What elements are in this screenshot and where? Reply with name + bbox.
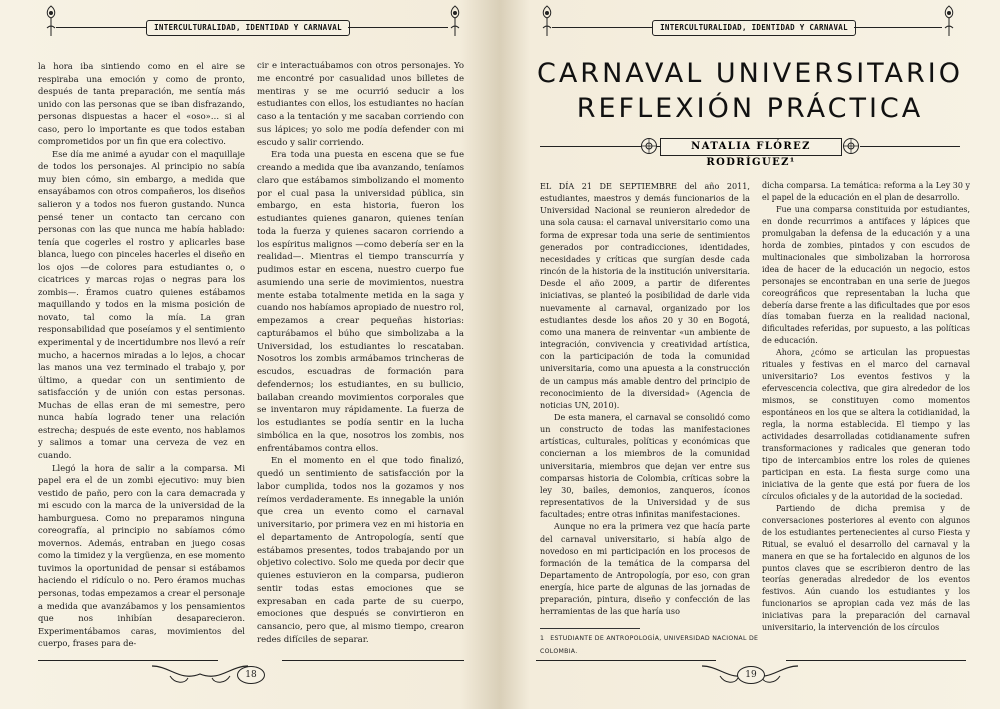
paragraph: Aunque no era la primera vez que hacía parte del carnaval universitario, si había algo de novedoso en mi participación en los procesos de formación de la temática de la comparsa del Departamento de Antropología, por eso, con gran energía, hice parte de algunas de las jornadas de preparación, pintura, diseño y confección de las herramientas de las que haría uso bbox=[540, 521, 750, 617]
author-name: NATALIA FLÓREZ RODRÍGUEZ¹ bbox=[660, 138, 842, 156]
running-header: INTERCULTURALIDAD, IDENTIDAD Y CARNAVAL bbox=[652, 20, 856, 36]
right-column-2 bbox=[762, 180, 970, 634]
header-ornament-icon bbox=[540, 4, 554, 38]
rosette-ornament-icon bbox=[842, 137, 860, 155]
footnote-text: ESTUDIANTE DE ANTROPOLOGÍA, UNIVERSIDAD NACIONAL DE COLOMBIA. bbox=[540, 635, 759, 655]
footer-rule bbox=[536, 660, 716, 661]
paragraph: Llegó la hora de salir a la comparsa. Mi papel era el de un zombi ejecutivo: muy bien vestido de paño, pero con la cara demacrada y mi escudo con la marca de la universidad de la hamburguesa. Como no preparamos ninguna coreografía, al principio no sabíamos cómo movernos. Además, entraban en juego cosas como la timidez y la vergüenza, en ese momento tuvimos la oportunidad de pensar si estábamos haciendo el ridículo o no. Pero éramos muchas personas, todas empezamos a crear el personaje a medida que avanzábamos y los pensamientos que nos inhibían desaparecieron. Experimentábamos caras, movimientos del cuerpo, frases para de- bbox=[38, 462, 245, 649]
paragraph: la hora iba sintiendo como en el aire se respiraba una emoción y como de pronto, después de tanta preparación, me sentía más unido con las personas que se iban disfrazando, personas dispuestas a hacer el «oso»… si al caso, pero lo importante es que todos estaban comprometidos por un fin que era colectivo. bbox=[38, 61, 245, 147]
paragraph: Era toda una puesta en escena que se fue creando a medida que iba avanzando, teníamos claro que estábamos simbolizando el momento por el cual pasa la universidad pública, sin embargo, en esta historia, fueron los estudiantes quienes ganaron, quienes tenían toda la fuerza y quienes sacaron corriendo a los espíritus malignos —como debería ser en la realidad—. Mientras el tiempo transcurría y pudimos estar en escena, nuestro cuerpo fue asumiendo una serie de movimientos, nuestra mente estaba totalmente metida en la saga y cuando nos habíamos apropiado de nuestro rol, empezamos a crear pequeñas historias: capturábamos el búho que simbolizaba a la Universidad, los estudiantes lo rescataban. Nosotros los zombis armábamos trincheras de escudos, escuadras de formación para defendernos; los estudiantes, en su bullicio, bailaban creando movimientos corporales que se inventaron muy rápidamente. La fuerza de los estudiantes se podía sentir en la lucha simbólica en la que, nosotros los zombis, nos enfrentábamos contra ellos. bbox=[257, 150, 464, 454]
running-header: INTERCULTURALIDAD, IDENTIDAD Y CARNAVAL bbox=[146, 20, 350, 36]
paragraph: cir e interactuábamos con otros personajes. Yo me encontré por casualidad unos billetes de mentiras y se me ocurrió seducir a los estudiantes con ellos, los estudiantes no hacían caso a la tentación y me sacaban corriendo con sus lápices; yo solo me podía defender con mi escudo y salir corriendo. bbox=[257, 61, 464, 148]
footer-rule bbox=[38, 660, 218, 661]
article-title-line-1: CARNAVAL UNIVERSITARIO bbox=[536, 58, 964, 89]
header-rule bbox=[854, 27, 942, 28]
paragraph: Ahora, ¿cómo se articulan las propuestas rituales y festivas en el marco del carnaval universitario? Los eventos festivos y la efervescencia colectiva, que gira alrededor de los mismos, se constituyen como momentos espontáneos en los que se altera la cotidianidad, la regla, la norma establecida. El tiempo y las actividades desarrolladas cotidianamente sufren transformaciones y radicales que generan todo tipo de intercambios entre los roles de quienes participan en esta. La fiesta surge como una iniciativa de la gente que está por fuera de los círculos oficiales y de la autoridad de la sociedad. bbox=[762, 348, 970, 501]
paragraph: Ese día me animé a ayudar con el maquillaje de todos los personajes. Al principio no sabía muy bien cómo, sin embargo, a medida que ensayábamos con otros compañeros, los diseños salieron y a todos nos fueron gustando. Nunca pensé tener un contacto tan cercano con personas con las que nunca me había hablado: tenía que cogerles el rostro y aplicarles base blanca, luego con pinceles hacerles el diseño en los ojos —de colores para estudiantes o, o cicatrices y marcas rojas o negras para los zombis—. Éramos cuatro quienes estábamos maquillando y todos en la misma posición de novato, tal como la mía. La gran responsabilidad que poseíamos y el sentimiento experimental y de incertidumbre nos llevó a reír mucho, a hacernos miradas a lo lejos, a chocar las manos una vez terminado el trabajo y, por último, a quedar con un sentimiento de satisfacción y de unión con estas personas. Muchas de ellas eran de mi semestre, pero nunca había logrado tener una relación estrecha; después de este evento, nos hablamos y salimos a tomar una cerveza de vez en cuando. bbox=[38, 148, 245, 460]
footnote-rule bbox=[540, 628, 640, 629]
page-number: 18 bbox=[237, 666, 265, 684]
right-column-1 bbox=[540, 180, 750, 618]
paragraph: dicha comparsa. La temática: reforma a la Ley 30 y el papel de la educación en el plan de desarrollo. bbox=[762, 181, 970, 202]
paragraph: En el momento en el que todo finalizó, quedó un sentimiento de satisfacción por la labor cumplida, todos nos la gozamos y nos reímos verdaderamente. Es innegable la unión que crea un evento como el carnaval universitario, por primera vez en mi historia en el departamento de Antropología, sentí que estábamos presentes, todos trabajando por un objetivo colectivo. Solo me queda por decir que quienes estuvieron en la comparsa, pudieron sentir todas estas emociones que se expresaban en cada parte de su cuerpo, emociones que después se convirtieron en cansancio, pero que, al mismo tiempo, crearon redes difíciles de separar. bbox=[257, 456, 464, 645]
header-ornament-icon bbox=[942, 4, 956, 38]
paragraph: Fue una comparsa constituida por estudiantes, en donde recurrimos a antifaces y lápices que promulgaban la defensa de la educación y a una horda de zombies, pintados y con escudos de multinacionales que simbolizaban la horrorosa idea de hacer de la educación un negocio, estos personajes se encontraban en una serie de juegos coreográficos que representaban la lucha que debería darse frente a las dificultades que por esos días tomaban fuerza en la realidad nacional, dificultades referidas, por supuesto, a las políticas de educación. bbox=[762, 204, 970, 346]
page-number: 19 bbox=[737, 666, 765, 684]
left-column-1 bbox=[38, 60, 245, 650]
footer-flourish-icon bbox=[150, 662, 250, 688]
paragraph: Partiendo de dicha premisa y de conversaciones posteriores al evento con algunos de los estudiantes pertenecientes al curso Fiesta y Ritual, se evaluó el desarrollo del carnaval y la manera en que se ha fortalecido en algunos de los puntos claves que se escribieron dentro de las teorías generadas alrededor de los eventos festivos. Aún cuando los estudiantes y los funcionarios se apropian cada vez más de las iniciativas para la preparación del carnaval universitario, la intervención de los círculos bbox=[762, 503, 970, 633]
paragraph: EL DÍA 21 DE SEPTIEMBRE del año 2011, estudiantes, maestros y demás funcionarios de la Universidad Nacional se reunieron alrededor de una sola causa: el carnaval universitario como una forma de expresar toda una serie de sentimientos generados por contradicciones, identidades, necesidades y críticas que surgían desde cada rincón de la historia de la institución universitaria. Desde el año 2009, a partir de diferentes iniciativas, se planteó la posibilidad de darle vida nuevamente al carnaval, organizado por los estudiantes desde los años 20 y 30 en Bogotá, como una manera de reinventar «un ambiente de integración, convivencia y creatividad artística, con la participación de toda la comunidad universitaria, como una apuesta a la construcción de un campus más amable dentro del principio de reconocimiento de la diversidad» (Agencia de noticias UN, 2010). bbox=[540, 181, 750, 410]
footer-rule bbox=[786, 660, 966, 661]
footnote-number: 1 bbox=[540, 635, 545, 642]
paragraph: De esta manera, el carnaval se consolidó como un constructo de todas las manifestaciones artísticas, culturales, políticas y económicas que conciernan a los miembros de la comunidad universitaria, miembros que dejan ver entre sus comparsas historia de Colombia, críticas sobre la ley 30, bailes, demonios, zanqueros, íconos representativos de la Universidad y de sus facultades; entre otras infinitas manifestaciones. bbox=[540, 411, 750, 520]
article-title-line-2: REFLEXIÓN PRÁCTICA bbox=[576, 93, 924, 124]
header-rule bbox=[348, 27, 448, 28]
footer-rule bbox=[282, 660, 464, 661]
rosette-ornament-icon bbox=[640, 137, 658, 155]
header-ornament-icon bbox=[448, 4, 462, 38]
header-rule bbox=[552, 27, 652, 28]
header-rule bbox=[56, 27, 146, 28]
footnote bbox=[540, 632, 765, 658]
author-rule bbox=[860, 146, 960, 147]
header-ornament-icon bbox=[44, 4, 58, 38]
right-page bbox=[500, 0, 1000, 709]
left-column-2 bbox=[257, 60, 464, 647]
